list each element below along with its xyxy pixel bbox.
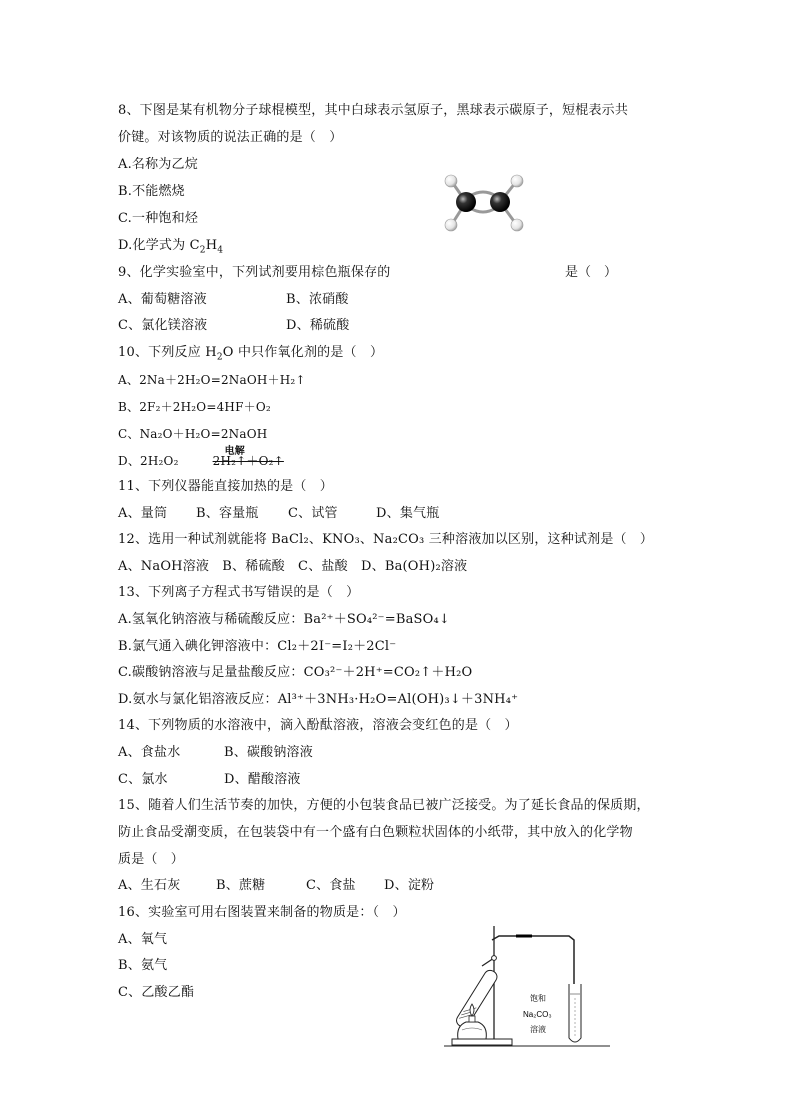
q8-stem-line1: 8、下图是某有机物分子球棍模型，其中白球表示氢原子，黑球表示碳原子，短棍表示共: [118, 103, 629, 118]
q9-stem: 9、化学实验室中，下列试剂要用棕色瓶保存的: [118, 265, 391, 280]
q11-option-b: B、容量瓶: [196, 506, 259, 521]
q14-option-a: A、食盐水: [118, 745, 181, 760]
lab-apparatus-figure: [444, 926, 610, 1050]
q13-option-d: D.氨水与氯化铝溶液反应：Al³⁺＋3NH₃·H₂O=Al(OH)₃↓＋3NH₄⁺: [118, 692, 519, 707]
q12-stem: 12、选用一种试剂就能将 BaCl₂、KNO₃、Na₂CO₃ 三种溶液加以区别，这种试剂是（ ）: [118, 532, 654, 547]
q15-option-d: D、淀粉: [384, 878, 435, 893]
q9-stem-tail: 是（ ）: [565, 265, 618, 280]
q16-stem: 16、实验室可用右图装置来制备的物质是：（ ）: [118, 905, 406, 920]
q11-option-a: A、量筒: [118, 506, 168, 521]
q9-option-a: A、葡萄糖溶液: [118, 292, 207, 307]
q13-option-b: B.氯气通入碘化钾溶液中：Cl₂＋2I⁻=I₂＋2Cl⁻: [118, 639, 397, 654]
q15-stem-line1: 15、随着人们生活节奏的加快，方便的小包装食品已被广泛接受。为了延长食品的保质期，: [118, 798, 650, 813]
q11-option-d: D、集气瓶: [376, 506, 440, 521]
q14-options-row1: [118, 745, 313, 761]
q16-option-c: C、乙酸乙酯: [118, 985, 195, 1000]
q15-stem-line2: 防止食品受潮变质，在包装袋中有一个盛有白色颗粒状固体的小纸带，其中放入的化学物: [118, 825, 633, 840]
q13-option-c: C.碳酸钠溶液与足量盐酸反应：CO₃²⁻＋2H⁺=CO₂↑＋H₂O: [118, 665, 473, 680]
q11-options: [118, 506, 439, 522]
q10-stem: 10、下列反应 $H_2O$ 中只作氧化剂的是（ ）: [118, 345, 384, 363]
q11-stem: 11、下列仪器能直接加热的是（ ）: [118, 479, 333, 494]
q10-option-a: A、2Na＋2H₂O=2NaOH＋H₂↑: [118, 373, 306, 387]
q15-options: [118, 878, 434, 894]
q10-option-b: B、2F₂＋2H₂O=4HF＋O₂: [118, 400, 271, 414]
q15-option-c: C、食盐: [306, 878, 356, 893]
q14-stem: 14、下列物质的水溶液中，滴入酚酞溶液，溶液会变红色的是（ ）: [118, 718, 518, 733]
apparatus-label-solution: 溶液: [530, 1025, 546, 1034]
q9-option-c: C、氯化镁溶液: [118, 318, 208, 333]
q8-option-a: A.名称为乙烷: [118, 157, 198, 172]
q14-option-c: C、氯水: [118, 772, 168, 787]
q16-option-a: A、氧气: [118, 932, 168, 947]
apparatus-label-saturated: 饱和: [530, 994, 546, 1003]
q10-reaction-condition: 电解: [224, 446, 246, 457]
q14-options-row2: [118, 772, 301, 788]
q8-option-b: B.不能燃烧: [118, 184, 185, 199]
q11-option-c: C、试管: [288, 506, 338, 521]
q12-options: A、NaOH溶液 B、稀硫酸 C、盐酸 D、Ba(OH)₂溶液: [118, 559, 468, 574]
q13-option-a: A.氢氧化钠溶液与稀硫酸反应：Ba²⁺＋SO₄²⁻=BaSO₄↓: [118, 612, 451, 627]
q16-option-b: B、氨气: [118, 958, 168, 973]
q9-options-row2: [118, 318, 349, 334]
q9-option-d: D、稀硫酸: [286, 318, 350, 333]
q8-stem-line2: 价键。对该物质的说法正确的是（ ）: [118, 130, 343, 145]
q9-options-row1: [118, 292, 349, 308]
q8-option-d: D.化学式为 $C_2H_4$: [118, 238, 224, 256]
q15-option-a: A、生石灰: [118, 878, 181, 893]
q10-option-d: D、2H₂O₂ 电解 2H₂↑＋O₂↑: [118, 446, 284, 468]
q15-stem-line3: 质是（ ）: [118, 852, 185, 867]
apparatus-label-na2co3: Na₂CO₃: [523, 1010, 552, 1019]
q8-option-c: C.一种饱和烃: [118, 211, 199, 226]
q14-option-d: D、醋酸溶液: [224, 772, 301, 787]
q13-stem: 13、下列离子方程式书写错误的是（ ）: [118, 585, 360, 600]
q15-option-b: B、蔗糖: [216, 878, 266, 893]
q9-option-b: B、浓硝酸: [286, 292, 349, 307]
molecule-ball-stick-figure: [436, 172, 536, 234]
q14-option-b: B、碳酸钠溶液: [224, 745, 313, 760]
q10-option-c: C、Na₂O＋H₂O=2NaOH: [118, 427, 268, 441]
